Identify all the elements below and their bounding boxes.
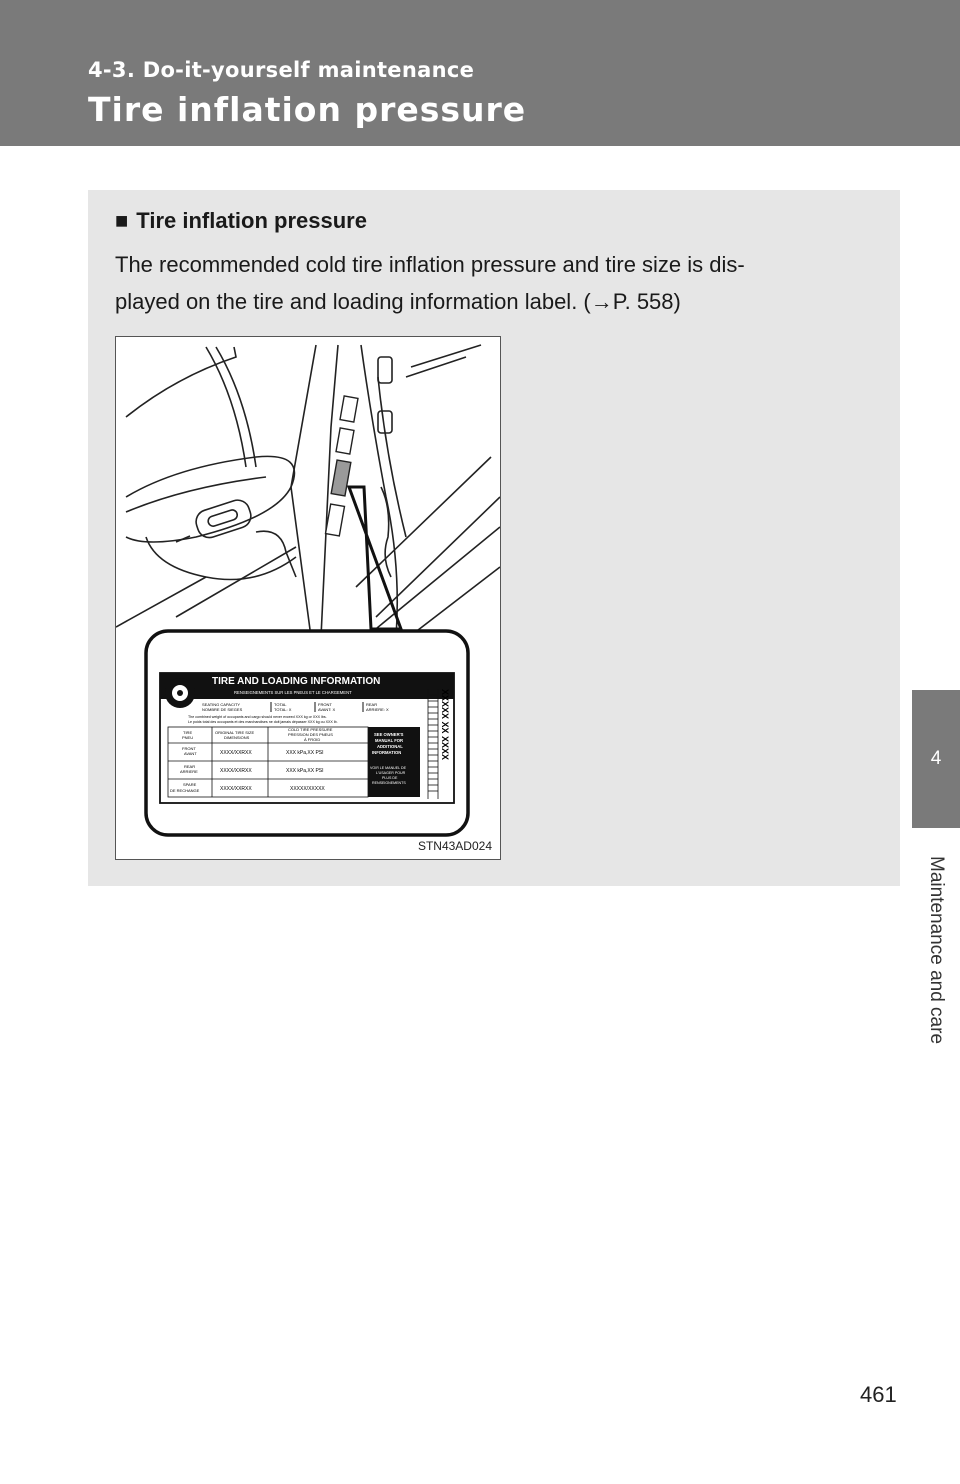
tire-icon	[165, 678, 195, 708]
row-spare: SPARE	[183, 782, 197, 787]
col-pressure: COLD TIRE PRESSURE	[288, 727, 333, 732]
col-size-fr: DIMENSIONS	[224, 735, 250, 740]
owners-fr-2: L'USAGER POUR	[376, 771, 406, 775]
section-label: 4-3. Do-it-yourself maintenance	[88, 58, 475, 82]
col-size: ORIGINAL TIRE SIZE	[215, 730, 255, 735]
owners-en-1: SEE OWNER'S	[374, 732, 404, 737]
col-tire-fr: PNEU	[182, 735, 194, 740]
chapter-tab[interactable]	[912, 690, 960, 828]
owners-en-4: INFORMATION	[372, 750, 402, 755]
owners-en-2: MANUAL FOR	[375, 738, 404, 743]
front-pressure-value: XXX kPa,XX PSI	[286, 750, 324, 756]
row-front-fr: AVANT	[184, 751, 197, 756]
row-rear-fr: ARRIERE	[180, 769, 198, 774]
figure-code: STN43AD024	[417, 839, 492, 853]
door-sill-stickers	[326, 396, 358, 536]
sub-heading-text: Tire inflation pressure	[136, 208, 367, 233]
front-size-value: XXXX/XXRXX	[220, 750, 252, 756]
owners-fr-1: VOIR LE MANUEL DE	[370, 766, 407, 770]
illustration-svg	[116, 337, 500, 859]
door-pillar-drawing	[291, 345, 500, 647]
rear-size-value: XXXX/XXRXX	[220, 768, 252, 774]
vertical-code: XXXXX XX XXXX	[440, 689, 450, 761]
rear-text: REAR	[366, 702, 378, 707]
chapter-number: 4	[930, 748, 942, 769]
page-number: 461	[860, 1382, 897, 1407]
content-panel	[88, 190, 900, 886]
sub-heading	[115, 208, 367, 234]
owners-fr-4: RENSEIGNEMENTS	[372, 781, 406, 785]
seating-capacity-text: SEATING CAPACITY	[202, 702, 241, 707]
front-text: FRONT	[318, 702, 332, 707]
col-pressure-fr2: À FROID	[304, 737, 321, 742]
page-header	[0, 0, 960, 146]
tire-label-illustration	[115, 336, 501, 860]
row-spare-fr: DE RECHANGE	[170, 788, 200, 793]
total-text: TOTAL	[274, 702, 287, 707]
row-rear: REAR	[184, 764, 196, 769]
label-title: TIRE AND LOADING INFORMATION	[212, 676, 381, 687]
row-front: FRONT	[182, 746, 196, 751]
owners-fr-3: PLUS DE	[382, 776, 398, 780]
callout-leader	[349, 487, 401, 629]
body-paragraph	[115, 246, 867, 320]
col-pressure-fr: PRESSION DES PNEUS	[288, 732, 333, 737]
total-fr-text: TOTAL: X	[274, 707, 292, 712]
body-line-1: The recommended cold tire inflation pressure and tire size is dis-	[115, 252, 745, 277]
rear-pressure-value: XXX kPa,XX PSI	[286, 768, 324, 774]
spare-pressure-value: XXXXX/XXXXX	[290, 786, 325, 792]
seating-fr-text: NOMBRE DE SIEGES	[202, 707, 243, 712]
weight-note-en: The combined weight of occupants and cargo should never exceed XXX kg or XXX lbs.	[188, 715, 327, 719]
rear-fr-text: ARRIERE: X	[366, 707, 389, 712]
label-subtitle: RENSEIGNEMENTS SUR LES PNEUS ET LE CHARGEMENT	[234, 690, 352, 695]
spare-size-value: XXXX/XXRXX	[220, 786, 252, 792]
square-bullet-icon: ■	[115, 208, 129, 233]
body-line-2: played on the tire and loading information label. (→P. 558)	[115, 289, 681, 314]
chapter-label	[912, 850, 960, 1050]
seat-drawing	[116, 347, 296, 627]
owners-en-3: ADDITIONAL	[377, 744, 403, 749]
tire-loading-label	[160, 673, 454, 803]
col-tire: TIRE	[183, 730, 193, 735]
chapter-label-text: Maintenance and care	[926, 855, 948, 1045]
front-fr-text: AVANT: X	[318, 707, 336, 712]
page-title: Tire inflation pressure	[88, 90, 527, 129]
weight-note-fr: Le poids total des occupants et des marchandises ne doit jamais dépasser XXX kg ou XXX lb.	[188, 720, 338, 724]
